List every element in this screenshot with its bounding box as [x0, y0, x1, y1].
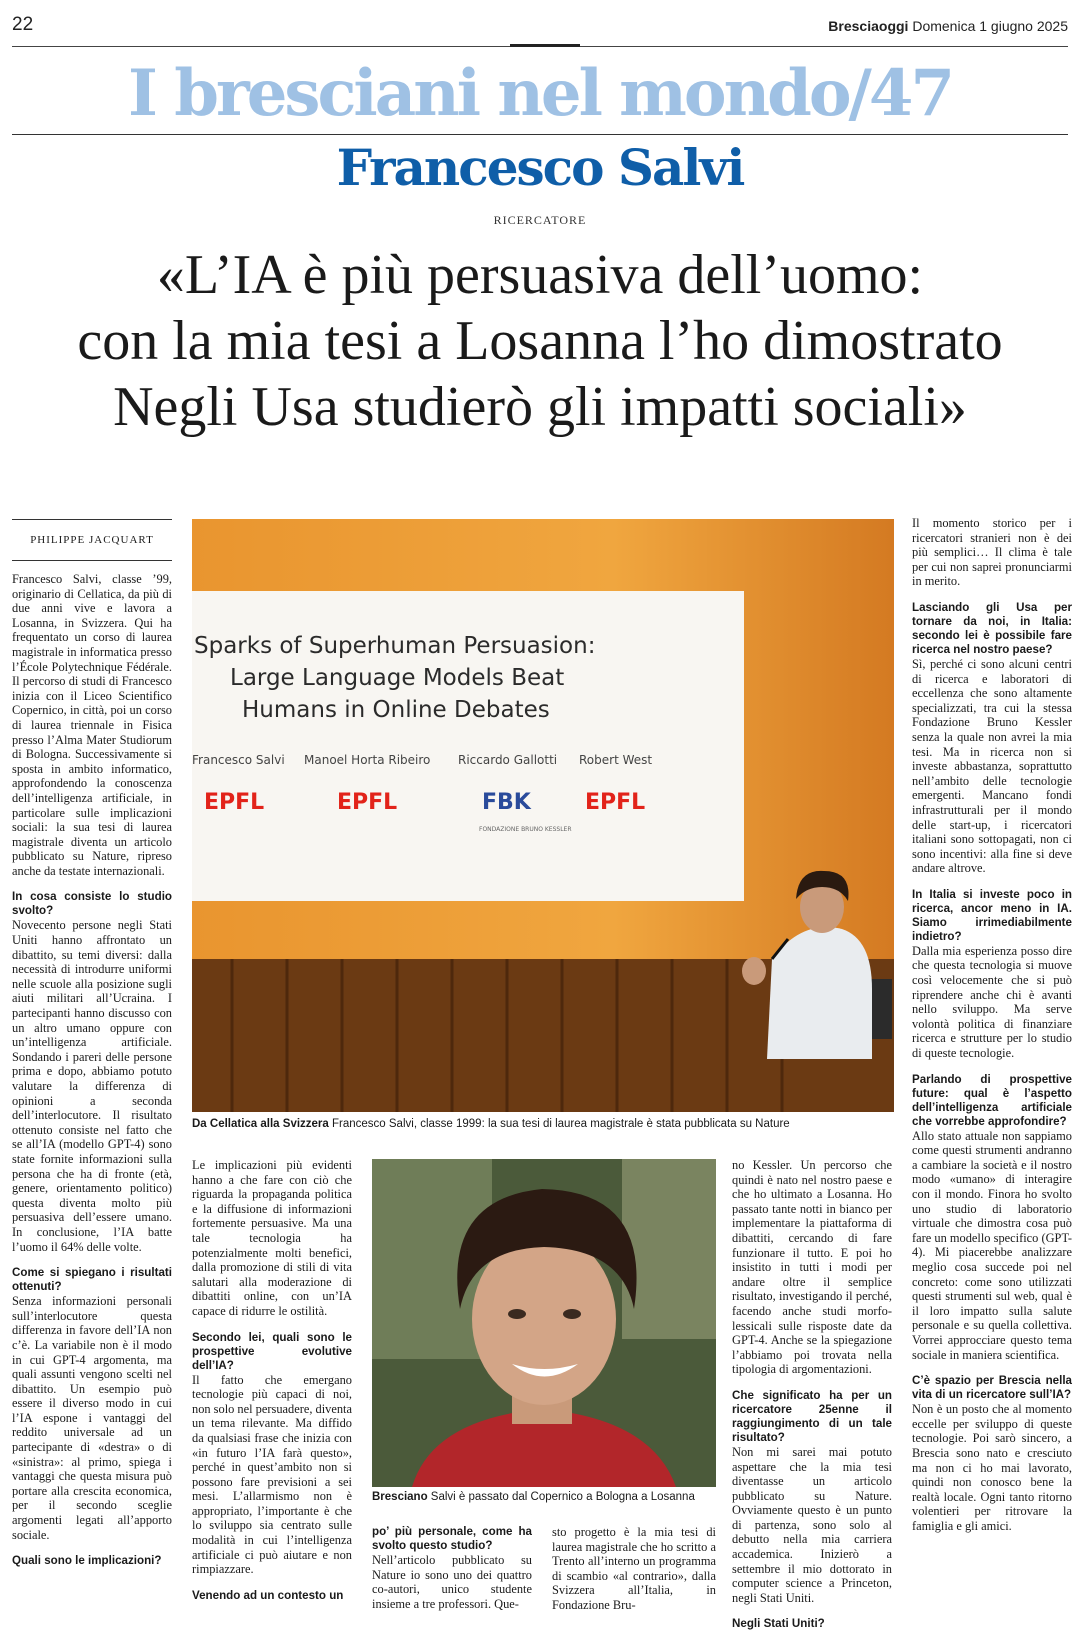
answer: Novecento persone negli Stati Uniti hanno affrontato un dibattito, su temi diversi: dalla necessità di introdurre uniformi nelle scuole alla posizione sugli aiuti militari all’Ucraina. I partecipanti hanno discusso con un altro umano oppure con un’intelligenza artificiale. Sondando i pareri delle persone prima e dopo, abbiamo potuto valutare la differenza di opinioni a seconda dell’interlocutore. Il risultato ottenuto consiste nel fatto che se all’IA (modello GPT-4) sono state fornite informazioni sulla persona che ha di fronte (età, genere, orientamento politico) questa diventa molto più persuasiva dell’essere umano. In conclusione, l’IA batte l’uomo il 64% delle volte. [12, 918, 172, 1254]
answer: Il fatto che emergano tecnologie più capaci di noi, non solo nel persuadere, diventa un tema rilevante. Ma diffido da qualsiasi frase che inizia con «in futuro l’IA farà questo», perché in quest’ambito non si possono fare previsioni a sei mesi. L’allarmismo non è appropriato, l’importante è che lo sviluppo sia centrato sulle modalità in cui l’intelligenza artificiale ci può aiutare e non rimpiazzare. [192, 1372, 352, 1577]
answer: Nell’articolo pubblicato su Nature io sono uno dei quattro co-autori, unico studente insieme a tre professori. Que- [372, 1553, 532, 1611]
article-column-1 [12, 572, 172, 1568]
intro-paragraph: Francesco Salvi, classe ’99, originario di Cellatica, da più di due anni vive e lavora a Losanna, in Svizzera. Qui ha frequentato un corso di laurea magistrale in informatica presso l’École Polytechnique Fédérale. Il percorso di studi di Francesco inizia con il Liceo Scientifico Copernico, in città, poi un corso di laurea triennale in Fisica presso l’Alma Mater Studiorum di Bologna. Successivamente si sposta in ambito informatico, approfondendo la conoscenza dell’intelligenza artificiale, in particolare sulle implicazioni sociali: la sua tesi di laurea magistrale diventa un articolo pubblicato su Nature, ripreso anche da testate internazionali. [12, 572, 172, 878]
article-column-2 [192, 1158, 352, 1603]
slide-title-line-2: Large Language Models Beat [230, 665, 565, 691]
slide-author: Robert West [579, 753, 653, 767]
caption-text: Francesco Salvi, classe 1999: la sua tesi di laurea magistrale è stata pubblicata su Nature [328, 1118, 790, 1130]
header-rule-accent [510, 44, 580, 47]
byline: PHILIPPE JACQUART [12, 519, 172, 561]
answer: Dalla mia esperienza posso dire che questa tecnologia si muove così velocemente che si può riprendere anche chi è avanti nello sviluppo. Ma serve volontà politica di finanziare ricerca e strutture per lo studio di queste tecnologie. [912, 943, 1072, 1061]
foliage [622, 1159, 716, 1339]
caption-lead: Bresciano [372, 1491, 428, 1503]
question: In cosa consiste lo studio svolto? [12, 890, 172, 918]
epfl-logo: EPFL [204, 790, 265, 815]
slide-author: Riccardo Gallotti [458, 753, 558, 767]
eye [508, 1309, 526, 1319]
headline-line-3: Negli Usa studierò gli impatti sociali» [113, 376, 967, 438]
answer: Senza informazioni personali sull’interlocutore questa differenza in favore dell’IA non c’è. La variabile non è il modo in cui GPT-4 argomenta, ma quali assunti vengono scelti nel dibattito. Un esempio può essere il diverso modo in cui l’IA espone i vantaggi del reddito universale ad un partecipante di «destra» o di «sinistra»: al primo, spiega i vantaggi che questa misura può portare alla crescita economica, per il secondo sceglie argomenti legati all’apporto sociale. [12, 1294, 172, 1542]
person-role: RICERCATORE [493, 213, 587, 227]
caption-text: Salvi è passato dal Copernico a Bologna a Losanna [427, 1491, 695, 1503]
question: Negli Stati Uniti? [732, 1617, 825, 1631]
question: Come si spiegano i risultati ottenuti? [12, 1266, 172, 1294]
question: Secondo lei, quali sono le prospettive evolutive dell’IA? [192, 1330, 352, 1372]
question: In Italia si investe poco in ricerca, ancor meno in IA. Siamo irrimediabilmente indietro? [912, 887, 1072, 943]
question: C’è spazio per Brescia nella vita di un ricercatore sull’IA? [912, 1374, 1072, 1402]
slide-title-line-3: Humans in Online Debates [242, 697, 550, 723]
series-title: I bresciani nel mondo/47 [128, 56, 952, 131]
caption-lead: Da Cellatica alla Svizzera [192, 1118, 329, 1130]
answer: Sì, perché ci sono alcuni centri di ricerca e laboratori di eccellenza che sono altamente specializzati, tra cui la stessa Fondazione Bruno Kessler senza la quale non avrei la mia tesi. Ma in ricerca non si investe abbastanza, soprattutto nell’ambito delle tecnologie emergenti. Mancano fondi infrastrutturali per il mondo delle start-up, i ricercatori italiani sono sottopagati, non ci sono incentivi: alla fine si deve andare altrove. [912, 656, 1072, 876]
question: Quali sono le implicazioni? [12, 1554, 162, 1568]
question: Lasciando gli Usa per tornare da noi, in Italia: secondo lei è possibile fare ricerca nel nostro paese? [912, 600, 1072, 656]
article-column-6 [912, 516, 1072, 1545]
slide-author: Francesco Salvi [192, 753, 285, 767]
headline-line-1: «L’IA è più persuasiva dell’uomo: [156, 244, 924, 306]
question: Parlando di prospettive future: qual è l’aspetto dell’intelligenza artificiale che vorrebbe approfondire? [912, 1072, 1072, 1128]
headline-line-2: con la mia tesi a Losanna l’ho dimostrato [77, 310, 1003, 372]
epfl-logo: EPFL [337, 790, 398, 815]
fbk-logo: FBK [482, 790, 531, 815]
issue-date: Domenica 1 giugno 2025 [912, 18, 1068, 34]
conference-photo-svg [192, 519, 894, 1112]
newspaper-name: Bresciaoggi [828, 18, 909, 34]
portrait-photo-svg [372, 1159, 716, 1487]
photo-caption-1 [192, 1118, 894, 1130]
slide-title-line-1: Sparks of Superhuman Persuasion: [194, 633, 596, 659]
question: Che significato ha per un ricercatore 25enne il raggiungimento di un tale risultato? [732, 1388, 892, 1444]
fbk-logo-text: FONDAZIONE BRUNO KESSLER [479, 826, 572, 833]
article-column-5 [732, 1158, 892, 1631]
question: po’ più personale, come ha svolto questo studio? [372, 1525, 532, 1552]
answer: sto progetto è la mia tesi di laurea magistrale che ho scritto a Trento all’interno un programma di scambio «al contrario», dalla Svizzera all’Italia, in Fondazione Bru- [552, 1525, 716, 1612]
answer: Il momento storico per i ricercatori stranieri non è dei più semplici… Il clima è tale per cui non saprei pronunciarmi in merito. [912, 516, 1072, 589]
answer: Allo stato attuale non sappiamo come questi strumenti andranno a cambiare la società e il nostro modo «umano» di interagire con il mondo. Finora ho svolto uno studio di laboratorio virtuale che dimostra cosa può fare un modello specifico (GPT-4). Mi piacerebbe analizzare meglio cosa succede poi nel concreto: come sono utilizzati questi strumenti sul web, qual è il loro impatto sulla salute personale e su quella collettiva. Vorrei approcciare questo tema sociale in maniera scientifica. [912, 1128, 1072, 1362]
slide-author: Manoel Horta Ribeiro [304, 753, 431, 767]
article-column-4 [552, 1525, 716, 1625]
headline [0, 242, 1080, 440]
answer: no Kessler. Un percorso che quindi è nato nel nostro paese e che ho ultimato a Losanna. Ho passato tante notti in bianco per implementare la piattaforma di dibattiti, cercando di fare funzionare il tutto. E poi ho insistito in tutti i modi per andare oltre il semplice risultato, investigando il perché, facendo anche studi morfo-lessicali sulle risposte date da GPT-4. Anche se la spiegazione l’abbiamo poi trovata nella tipologia di argomentazioni. [732, 1158, 892, 1377]
series-rule [12, 134, 1068, 135]
article-column-3 [372, 1525, 532, 1623]
conference-photo [192, 519, 894, 1112]
answer: Non mi sarei mai potuto aspettare che la mia tesi diventasse un articolo pubblicato su Nature. Ovviamente questo è un punto di partenza, sono solo al debutto nella mia carriera accademica. Inizierò a settembre il mio dottorato in computer science a Princeton, negli Stati Uniti. [732, 1444, 892, 1605]
speaker-hand [742, 957, 766, 985]
question: Venendo ad un contesto un [192, 1588, 344, 1602]
page-number: 22 [12, 14, 34, 35]
person-name: Francesco Salvi [336, 138, 744, 197]
answer: Non è un posto che al momento eccelle per sviluppo di queste tecnologie. Poi sarò sincero, a Brescia sono nato e cresciuto ma non ci ho mai lavorato, quindi non conosco bene la realtà locale. Ogni tanto ritorno volentieri per ritrovare la famiglia e gli amici. [912, 1402, 1072, 1533]
photo-caption-2 [372, 1491, 716, 1503]
answer: Le implicazioni più evidenti hanno a che fare con ciò che riguarda la propaganda politica e la diffusione di informazioni fortemente persuasive. Ma una tale tecnologia ha potenzialmente molti benefici, dalla promozione di stili di vita salutari alla moderazione di dibattiti online, con un’IA capace di ridurre le ostilità. [192, 1158, 352, 1318]
masthead [828, 18, 1068, 34]
eye [563, 1309, 581, 1319]
epfl-logo: EPFL [585, 790, 646, 815]
portrait-photo [372, 1159, 716, 1487]
